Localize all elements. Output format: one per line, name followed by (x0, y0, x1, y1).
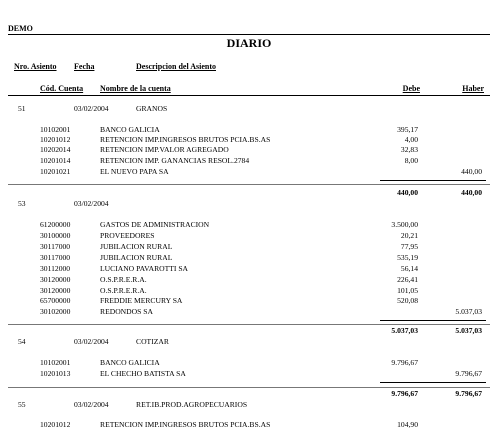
total-debe: 5.037,03 (391, 326, 418, 335)
total-haber: 9.796,67 (455, 389, 482, 398)
entry-desc: COTIZAR (136, 337, 169, 346)
account-code: 10102001 (40, 125, 71, 134)
debe-value: 101,05 (397, 286, 418, 295)
account-name: O.S.P.R.E.R.A. (100, 286, 147, 295)
entry-fecha: 03/02/2004 (74, 337, 109, 346)
account-code: 61200000 (40, 220, 71, 229)
entry-fecha: 03/02/2004 (74, 400, 109, 409)
debe-value: 520,08 (397, 296, 418, 305)
account-name: RETENCION IMP.VALOR AGREGADO (100, 145, 229, 154)
total-haber: 5.037,03 (455, 326, 482, 335)
account-name: RETENCION IMP.INGRESOS BRUTOS PCIA.BS.AS (100, 420, 271, 429)
entry-fecha: 03/02/2004 (74, 199, 109, 208)
debe-value: 56,14 (400, 264, 418, 273)
entry-separator (8, 324, 490, 325)
account-code: 30120000 (40, 275, 71, 284)
col-fecha: Fecha (74, 62, 95, 71)
debe-value: 104,90 (397, 420, 418, 429)
col-cod-cuenta: Cód. Cuenta (40, 84, 84, 93)
account-name: FREDDIE MERCURY SA (100, 296, 183, 305)
haber-value: 9.796,67 (455, 369, 482, 378)
account-name: EL CHECHO BATISTA SA (100, 369, 186, 378)
entry-nro: 51 (18, 104, 26, 113)
account-code: 65700000 (40, 296, 71, 305)
debe-value: 9.796,67 (391, 358, 418, 367)
account-code: 10201014 (40, 156, 71, 165)
total-debe: 9.796,67 (391, 389, 418, 398)
col-nombre-cuenta: Nombre de la cuenta (100, 84, 171, 93)
col-haber: Haber (462, 84, 484, 93)
entry-fecha: 03/02/2004 (74, 104, 109, 113)
account-code: 10201012 (40, 420, 71, 429)
account-code: 10102001 (40, 358, 71, 367)
account-code: 10201013 (40, 369, 71, 378)
account-name: O.S.P.R.E.R.A. (100, 275, 147, 284)
debe-value: 3.500,00 (391, 220, 418, 229)
account-name: RETENCION IMP.INGRESOS BRUTOS PCIA.BS.AS (100, 135, 271, 144)
account-code: 30117000 (40, 253, 71, 262)
account-name: PROVEEDORES (100, 231, 155, 240)
total-rule (380, 320, 486, 321)
account-code: 10201021 (40, 167, 71, 176)
entry-nro: 54 (18, 337, 26, 346)
total-debe: 440,00 (397, 188, 418, 197)
account-code: 10202014 (40, 145, 71, 154)
account-code: 30120000 (40, 286, 71, 295)
account-name: BANCO GALICIA (100, 125, 160, 134)
entry-separator (8, 387, 490, 388)
debe-value: 4,00 (404, 135, 418, 144)
account-code: 30102000 (40, 307, 71, 316)
account-name: GASTOS DE ADMINISTRACION (100, 220, 210, 229)
account-code: 30117000 (40, 242, 71, 251)
debe-value: 77,95 (400, 242, 418, 251)
haber-value: 440,00 (461, 167, 482, 176)
debe-value: 20,21 (400, 231, 418, 240)
debe-value: 395,17 (397, 125, 418, 134)
account-code: 30112000 (40, 264, 71, 273)
account-code: 10201012 (40, 135, 71, 144)
debe-value: 32,83 (400, 145, 418, 154)
account-name: RETENCION IMP. GANANCIAS RESOL.2784 (100, 156, 250, 165)
entry-desc: RET.IB.PROD.AGROPECUARIOS (136, 400, 248, 409)
col-descripcion: Descripcion del Asiento (136, 62, 216, 71)
col-debe: Debe (402, 84, 420, 93)
entry-desc: GRANOS (136, 104, 168, 113)
account-name: JUBILACION RURAL (100, 242, 173, 251)
report-title: DIARIO (226, 36, 272, 50)
entry-nro: 53 (18, 199, 26, 208)
entry-separator (8, 184, 490, 185)
account-name: EL NUEVO PAPA SA (100, 167, 169, 176)
entry-nro: 55 (18, 400, 26, 409)
account-name: LUCIANO PAVAROTTI SA (100, 264, 189, 273)
total-rule (380, 180, 486, 181)
company-name: DEMO (8, 24, 33, 33)
debe-value: 535,19 (397, 253, 418, 262)
header-rule (8, 95, 490, 96)
total-rule (380, 382, 486, 383)
debe-value: 8,00 (404, 156, 418, 165)
account-code: 30100000 (40, 231, 71, 240)
account-name: BANCO GALICIA (100, 358, 160, 367)
account-name: JUBILACION RURAL (100, 253, 173, 262)
col-nro-asiento: Nro. Asiento (14, 62, 57, 71)
debe-value: 226,41 (397, 275, 418, 284)
account-name: REDONDOS SA (100, 307, 153, 316)
haber-value: 5.037,03 (455, 307, 482, 316)
total-haber: 440,00 (461, 188, 482, 197)
top-rule (8, 34, 490, 35)
